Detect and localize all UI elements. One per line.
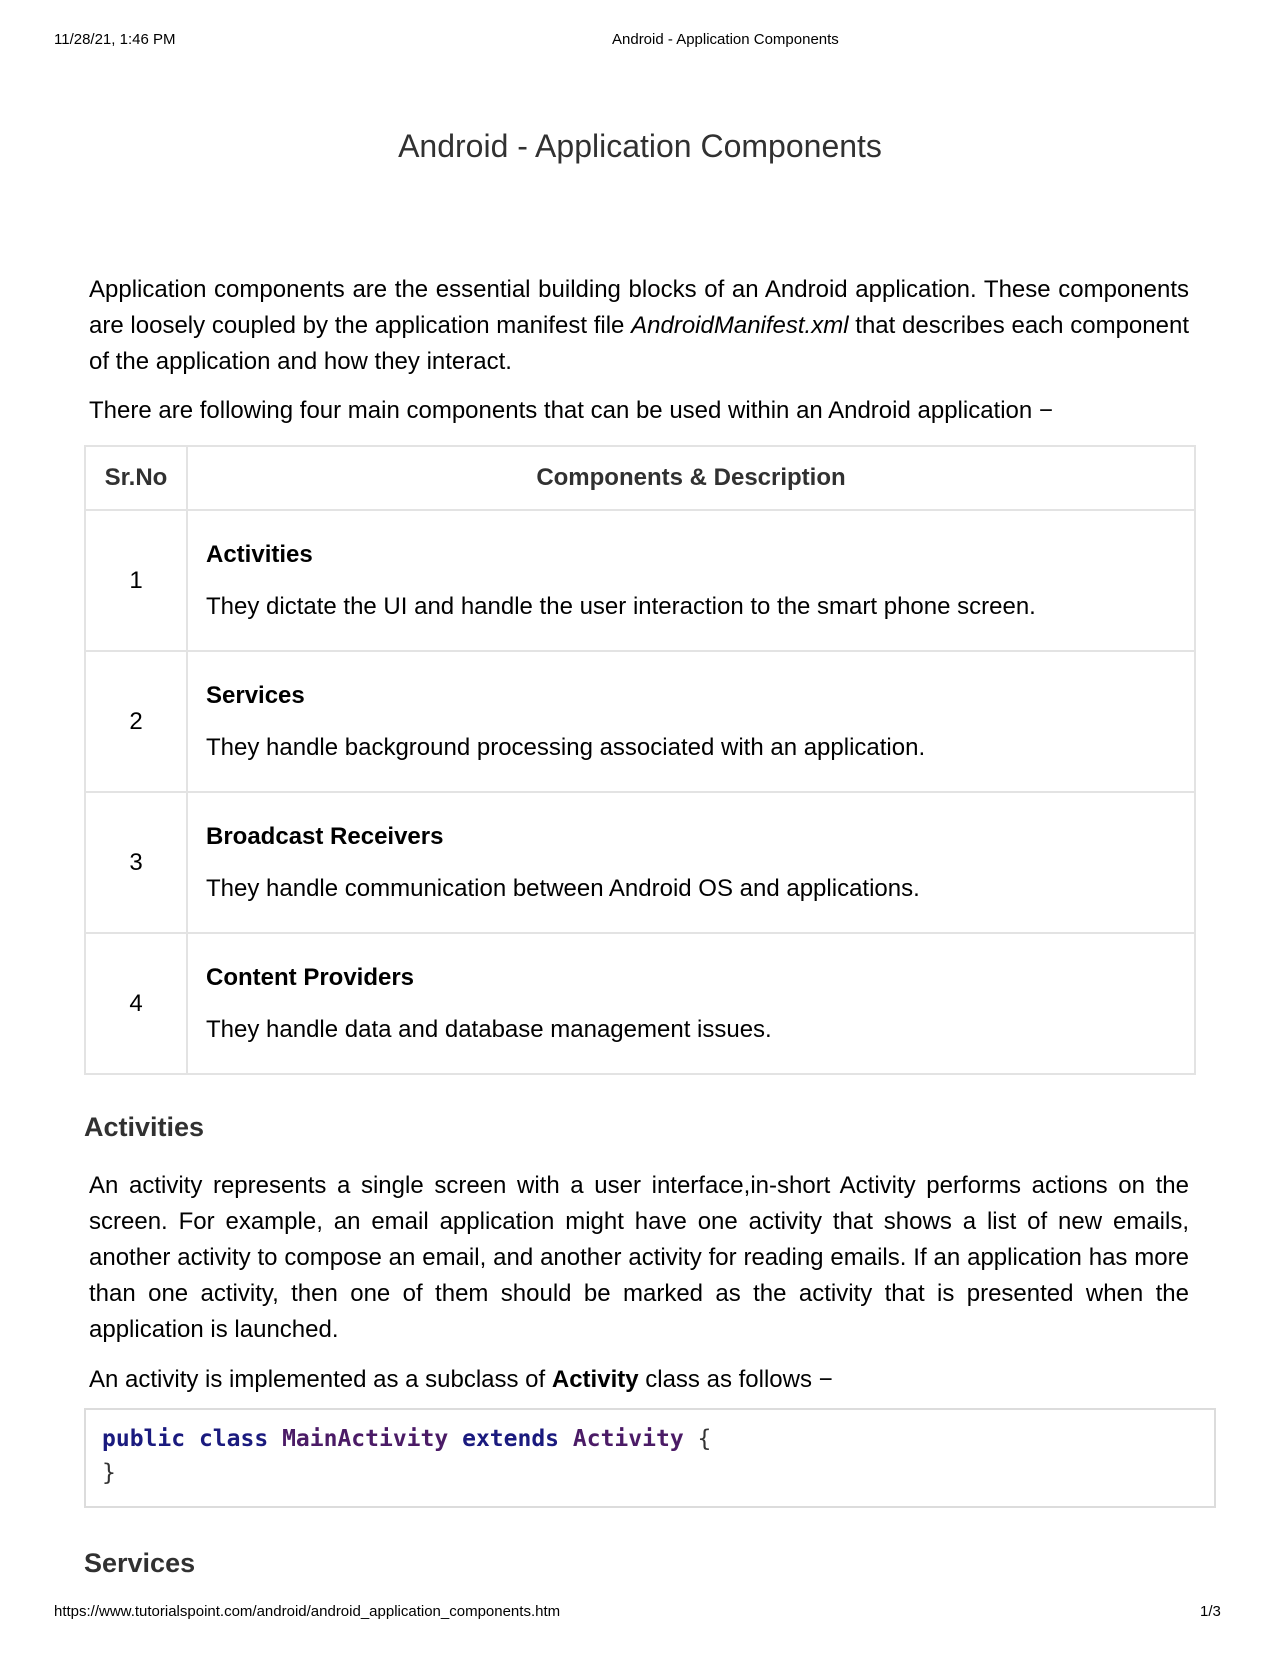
activities-implementation-text (89, 1362, 1189, 1398)
code-keyword-public: public (102, 1426, 186, 1452)
impl-text-part1: An activity is implemented as a subclass of (89, 1366, 552, 1393)
row-description-cell (187, 792, 1195, 933)
component-name: Broadcast Receivers (206, 822, 444, 850)
component-description: They handle background processing associated with an application. (206, 733, 926, 761)
code-class-name: MainActivity (282, 1426, 449, 1452)
intro-text-part1: Application components are the essential building blocks of an Android application. These components are loosely coupled by the application manifest file (89, 276, 1189, 339)
print-header-date: 11/28/21, 1:46 PM (54, 31, 176, 48)
table-row (85, 933, 1195, 1074)
activities-heading: Activities (84, 1112, 205, 1142)
impl-activity-class: Activity (551, 1366, 639, 1393)
row-number: 1 (85, 510, 187, 651)
services-heading: Services (84, 1548, 196, 1578)
code-keyword-extends: extends (462, 1426, 560, 1452)
impl-text-part2: class as follows − (638, 1366, 833, 1393)
table-row (85, 510, 1195, 651)
intro-text-part2: that describes each component of the application and how they interact. (89, 312, 1189, 375)
header-sr-no: Sr.No (85, 446, 187, 510)
code-open-brace: { (697, 1426, 712, 1452)
table-header-row (85, 446, 1195, 510)
header-components-description: Components & Description (187, 446, 1195, 510)
row-number: 3 (85, 792, 187, 933)
print-footer-page-number: 1/3 (1200, 1603, 1221, 1620)
component-description: They handle communication between Android OS and applications. (206, 874, 920, 902)
row-number: 4 (85, 933, 187, 1074)
table-row (85, 651, 1195, 792)
code-keyword-class: class (198, 1426, 269, 1452)
row-number: 2 (85, 651, 187, 792)
row-description-cell (187, 510, 1195, 651)
code-close-brace: } (102, 1460, 116, 1486)
intro-paragraph (89, 272, 1189, 380)
code-parent-class: Activity (572, 1426, 684, 1452)
lead-paragraph: There are following four main components that can be used within an Android application − (89, 397, 1053, 424)
component-name: Services (206, 681, 305, 709)
print-footer-url: https://www.tutorialspoint.com/android/android_application_components.htm (54, 1603, 561, 1620)
row-description-cell (187, 933, 1195, 1074)
component-description: They dictate the UI and handle the user interaction to the smart phone screen. (206, 592, 1036, 620)
manifest-filename: AndroidManifest.xml (631, 312, 849, 339)
component-name: Content Providers (206, 963, 415, 991)
page-title: Android - Application Components (398, 128, 882, 164)
code-block (84, 1408, 1216, 1508)
row-description-cell (187, 651, 1195, 792)
components-table (84, 445, 1196, 1075)
component-name: Activities (206, 540, 313, 568)
component-description: They handle data and database management issues. (206, 1015, 772, 1043)
table-row (85, 792, 1195, 933)
print-header-title: Android - Application Components (612, 31, 839, 48)
activities-paragraph: An activity represents a single screen with a user interface,in-short Activity performs actions on the screen. For example, an email application might have one activity that shows a list of new emails, another activity to compose an email, and another activity for reading emails. If an application has more than one activity, then one of them should be marked as the activity that is presented when the application is launched. (89, 1172, 1189, 1343)
